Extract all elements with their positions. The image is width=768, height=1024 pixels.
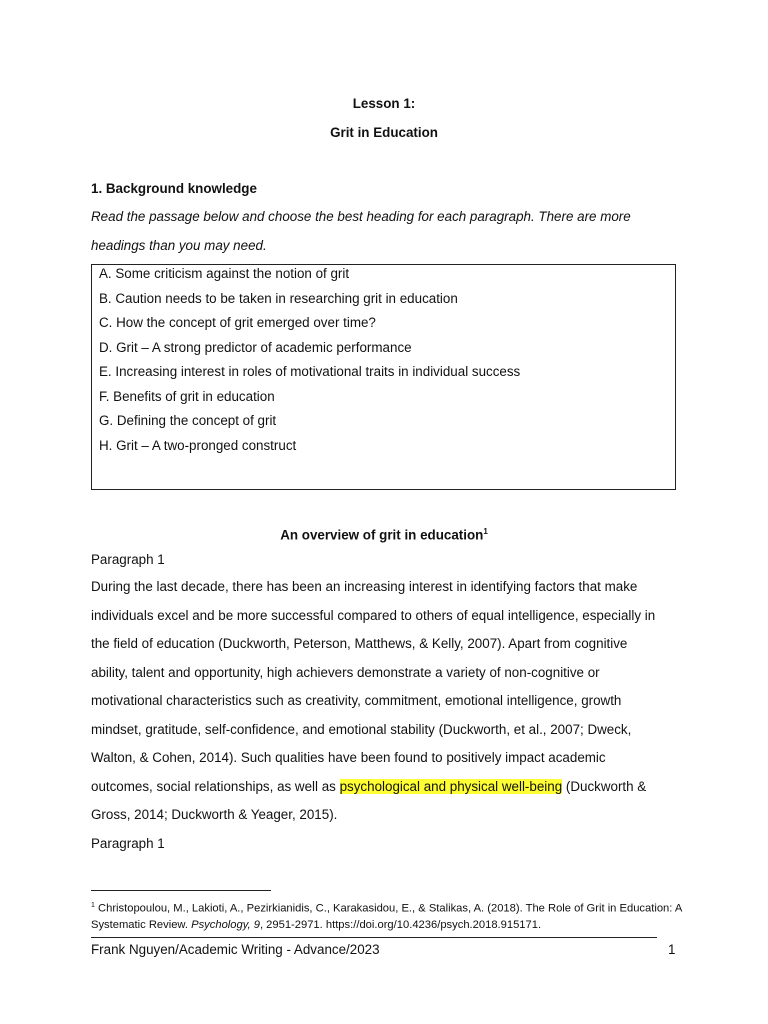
heading-option-e: E. Increasing interest in roles of motivational traits in individual success <box>99 364 521 379</box>
line-text-after: (Duckworth & <box>562 778 647 794</box>
paragraph-line: ability, talent and opportunity, high achievers demonstrate a variety of non-cognitive or <box>91 664 600 680</box>
paragraph-line-highlighted <box>91 773 681 802</box>
paragraph-line: Walton, & Cohen, 2014). Such qualities have been found to positively impact academic <box>91 750 606 765</box>
line-text-before: outcomes, social relationships, as well as <box>91 778 340 794</box>
paragraph-line: Gross, 2014; Duckworth & Yeager, 2015). <box>91 807 338 822</box>
footnote-journal: Psychology, 9 <box>191 918 260 931</box>
lesson-title: Grit in Education <box>330 125 438 140</box>
paragraph-line: motivational characteristics such as creativity, commitment, emotional intelligence, growth <box>91 693 622 708</box>
heading-option-g: G. Defining the concept of grit <box>99 413 277 428</box>
footnote-text-after: , 2951-2971. https://doi.org/10.4236/psych.2018.915171. <box>259 918 542 931</box>
footer-separator <box>91 937 657 938</box>
passage-title-text: An overview of grit in education <box>280 527 484 543</box>
heading-option-d: D. Grit – A strong predictor of academic performance <box>99 339 412 355</box>
heading-option-a: A. Some criticism against the notion of grit <box>99 266 350 281</box>
footnote-mark: 1 <box>91 902 95 909</box>
footnote-separator <box>91 890 271 891</box>
section-instruction: Read the passage below and choose the best heading for each paragraph. There are more headings than you may need. <box>91 209 631 253</box>
paragraph-line: individuals excel and be more successful compared to others of equal intelligence, especially in <box>91 607 656 623</box>
page-number: 1 <box>668 942 676 957</box>
heading-option-h: H. Grit – A two-pronged construct <box>99 437 297 453</box>
heading-option-c: C. How the concept of grit emerged over time? <box>99 315 376 330</box>
passage-title-footnote-mark: 1 <box>483 527 488 536</box>
passage-title <box>0 518 768 549</box>
paragraph-2-label: Paragraph 1 <box>91 835 165 851</box>
section-heading: 1. Background knowledge <box>91 181 257 196</box>
headings-box <box>91 264 676 490</box>
footnote-text-before: Christopoulou, M., Lakioti, A., Pezirkianidis, C., Karakasidou, E., & Stalikas, A. (2018). The Role of Grit in Education: A Systematic Review. <box>91 902 682 931</box>
paragraph-1-body <box>91 573 681 858</box>
footer-text: Frank Nguyen/Academic Writing - Advance/2023 <box>91 942 380 957</box>
paragraph-line: During the last decade, there has been an increasing interest in identifying factors that make <box>91 579 638 594</box>
heading-option-f: F. Benefits of grit in education <box>99 388 275 404</box>
heading-option-b: B. Caution needs to be taken in researching grit in education <box>99 290 458 306</box>
footnote <box>91 898 691 933</box>
lesson-number: Lesson 1: <box>352 96 416 111</box>
highlighted-text: psychological and physical well-being <box>339 778 563 794</box>
paragraph-line: the field of education (Duckworth, Peterson, Matthews, & Kelly, 2007). Apart from cognitive <box>91 636 628 651</box>
paragraph-line: mindset, gratitude, self-confidence, and emotional stability (Duckworth, et al., 2007; Dweck, <box>91 721 632 737</box>
paragraph-1-label: Paragraph 1 <box>91 552 165 567</box>
